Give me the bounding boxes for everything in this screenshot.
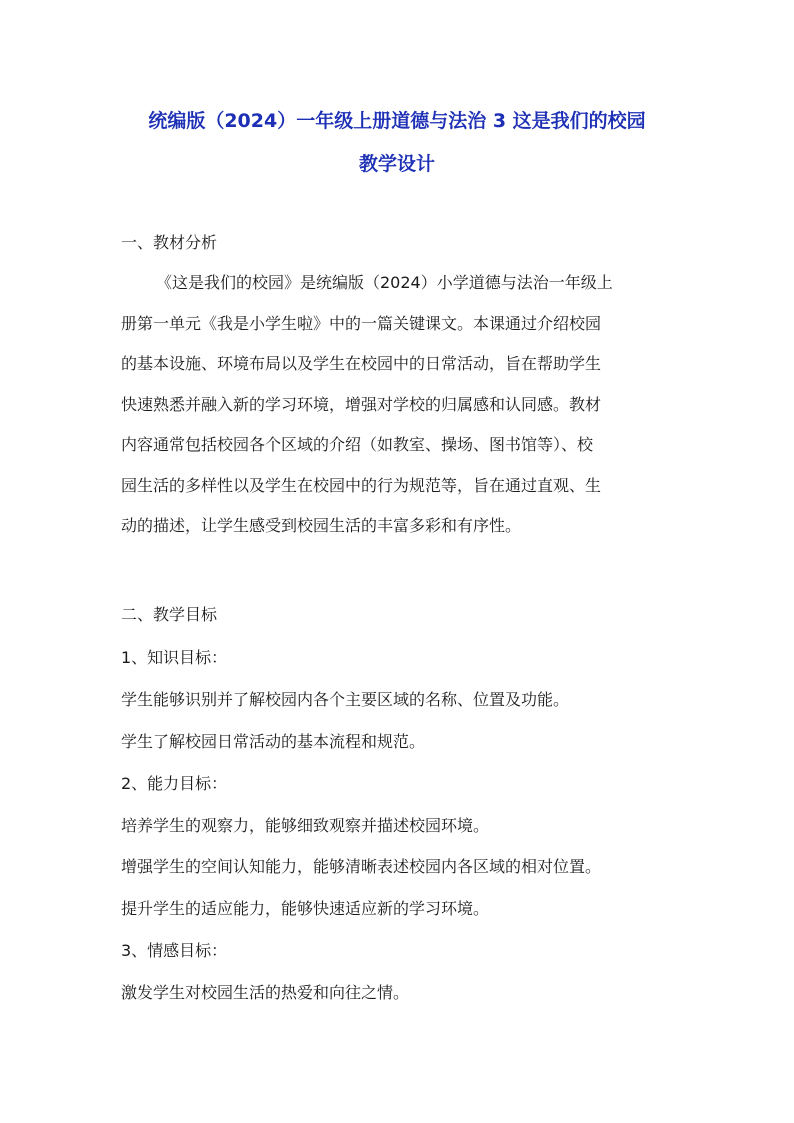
- subheading-emotion-goals: 3、情感目标：: [121, 941, 228, 960]
- document-title: 统编版（2024）一年级上册道德与法治 3 这是我们的校园: [148, 110, 646, 132]
- paragraph-line: 动的描述，让学生感受到校园生活的丰富多彩和有序性。: [121, 516, 522, 535]
- document-subtitle: 教学设计: [358, 153, 435, 175]
- goal-item: 提升学生的适应能力，能够快速适应新的学习环境。: [121, 899, 490, 918]
- section-heading-teaching-goals: 二、教学目标: [121, 605, 218, 624]
- subheading-ability-goals: 2、能力目标：: [121, 774, 228, 793]
- goal-item: 学生了解校园日常活动的基本流程和规范。: [121, 732, 426, 751]
- goal-item: 培养学生的观察力，能够细致观察并描述校园环境。: [121, 816, 490, 835]
- paragraph-line: 册第一单元《我是小学生啦》中的一篇关键课文。本课通过介绍校园: [121, 314, 602, 333]
- subheading-knowledge-goals: 1、知识目标：: [121, 648, 228, 667]
- goal-item: 学生能够识别并了解校园内各个主要区域的名称、位置及功能。: [121, 690, 570, 709]
- paragraph-line: 内容通常包括校园各个区域的介绍（如教室、操场、图书馆等）、校: [121, 435, 594, 454]
- paragraph-line: 《这是我们的校园》是统编版（2024）小学道德与法治一年级上: [156, 273, 613, 292]
- paragraph-line: 园生活的多样性以及学生在校园中的行为规范等，旨在通过直观、生: [121, 476, 602, 495]
- section-heading-textbook-analysis: 一、教材分析: [121, 233, 218, 252]
- goal-item: 增强学生的空间认知能力，能够清晰表述校园内各区域的相对位置。: [121, 857, 602, 876]
- goal-item: 激发学生对校园生活的热爱和向往之情。: [121, 983, 410, 1002]
- paragraph-line: 快速熟悉并融入新的学习环境，增强对学校的归属感和认同感。教材: [121, 395, 602, 414]
- paragraph-line: 的基本设施、环境布局以及学生在校园中的日常活动，旨在帮助学生: [121, 354, 602, 373]
